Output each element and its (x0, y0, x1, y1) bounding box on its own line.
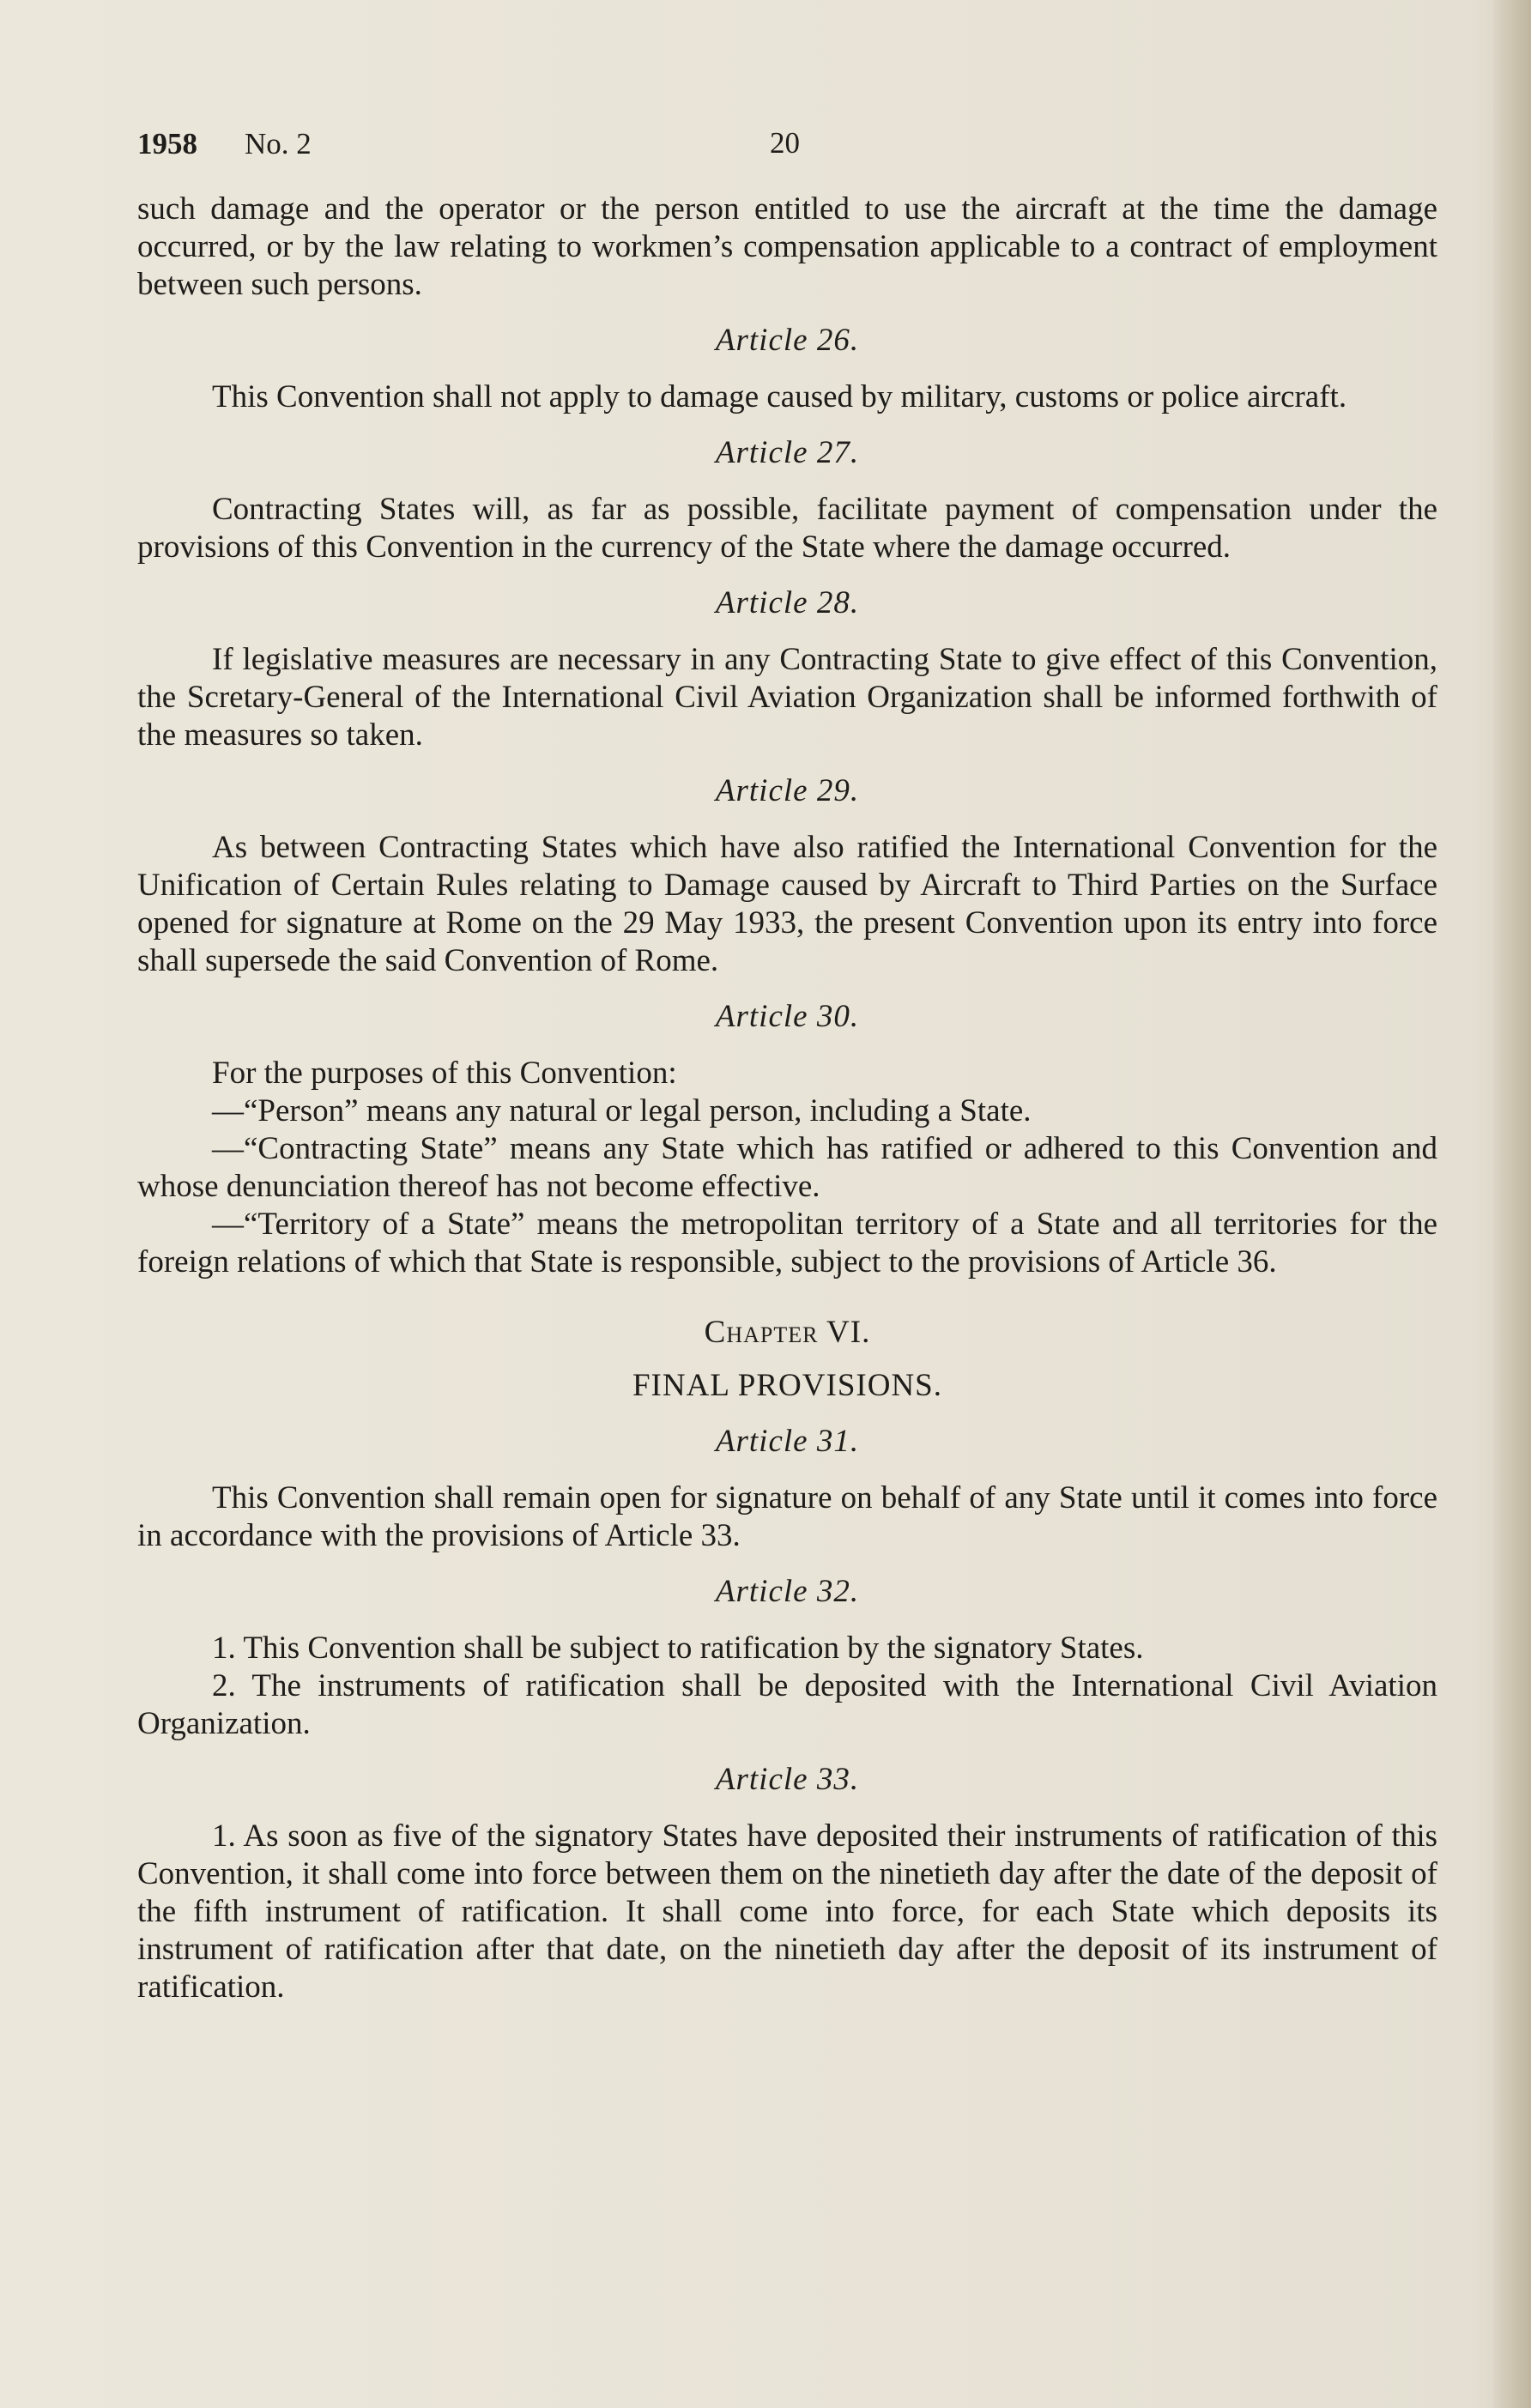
article-28-text: If legislative measures are necessary in any Contracting State to give effect of this Convention, the Scretary-General of the International Civil Aviation Organization shall be informed forthwith of the measures so taken. (137, 642, 1437, 753)
page-header (137, 127, 1442, 170)
article-32-paragraph-1: 1. This Convention shall be subject to ratification by the signatory States. (212, 1631, 1144, 1666)
definition-contracting-state: —“Contracting State” means any State which has ratified or adhered to this Convention and whose denunciation thereof has not become effective. (137, 1131, 1437, 1204)
chapter-title: FINAL PROVISIONS. (632, 1368, 942, 1403)
intro-paragraph: such damage and the operator or the person entitled to use the aircraft at the time the damage occurred, or by the law relating to workmen’s compensation applicable to a contract of employment between such persons. (137, 191, 1437, 302)
article-30-lead: For the purposes of this Convention: (212, 1056, 677, 1091)
article-26-heading: Article 26. (715, 323, 860, 358)
article-32-heading: Article 32. (715, 1574, 860, 1609)
header-number: No. 2 (245, 127, 312, 160)
article-27-heading: Article 27. (715, 435, 860, 470)
article-32-paragraph-2: 2. The instruments of ratification shall be deposited with the International Civil Aviation Organization. (137, 1668, 1437, 1741)
header-year: 1958 (137, 127, 197, 160)
article-27-text: Contracting States will, as far as possible, facilitate payment of compensation under the provisions of this Convention in the currency of the State where the damage occurred. (137, 492, 1437, 565)
article-31-text: This Convention shall remain open for signature on behalf of any State until it comes into force in accordance with the provisions of Article 33. (137, 1480, 1437, 1553)
article-30-heading: Article 30. (715, 999, 860, 1034)
article-33-paragraph-1: 1. As soon as five of the signatory States have deposited their instruments of ratification of this Convention, it shall come into force between them on the ninetieth day after the date of the deposit of the fifth instrument of ratification. It shall come into force, for each State which deposits its instrument of ratification after that date, on the ninetieth day after the deposit of its instrument of ratification. (137, 1818, 1437, 2005)
page-number: 20 (770, 126, 800, 160)
article-29-text: As between Contracting States which have also ratified the International Convention for the Unification of Certain Rules relating to Damage caused by Aircraft to Third Parties on the Surface opened for signature at Rome on the 29 May 1933, the present Convention upon its entry into force shall supersede the said Convention of Rome. (137, 830, 1437, 978)
document-body (137, 191, 1437, 2006)
definition-territory: —“Territory of a State” means the metropolitan territory of a State and all territories for the foreign relations of which that State is responsible, subject to the provisions of Article 36. (137, 1207, 1437, 1280)
article-26-text: This Convention shall not apply to damage caused by military, customs or police aircraft. (212, 379, 1347, 414)
article-28-heading: Article 28. (715, 585, 860, 620)
chapter-heading: Chapter VI. (704, 1315, 871, 1350)
definition-person: —“Person” means any natural or legal person, including a State. (212, 1093, 1032, 1128)
article-33-heading: Article 33. (715, 1762, 860, 1797)
page-edge (1493, 0, 1531, 2408)
article-29-heading: Article 29. (715, 773, 860, 808)
article-31-heading: Article 31. (715, 1424, 860, 1459)
